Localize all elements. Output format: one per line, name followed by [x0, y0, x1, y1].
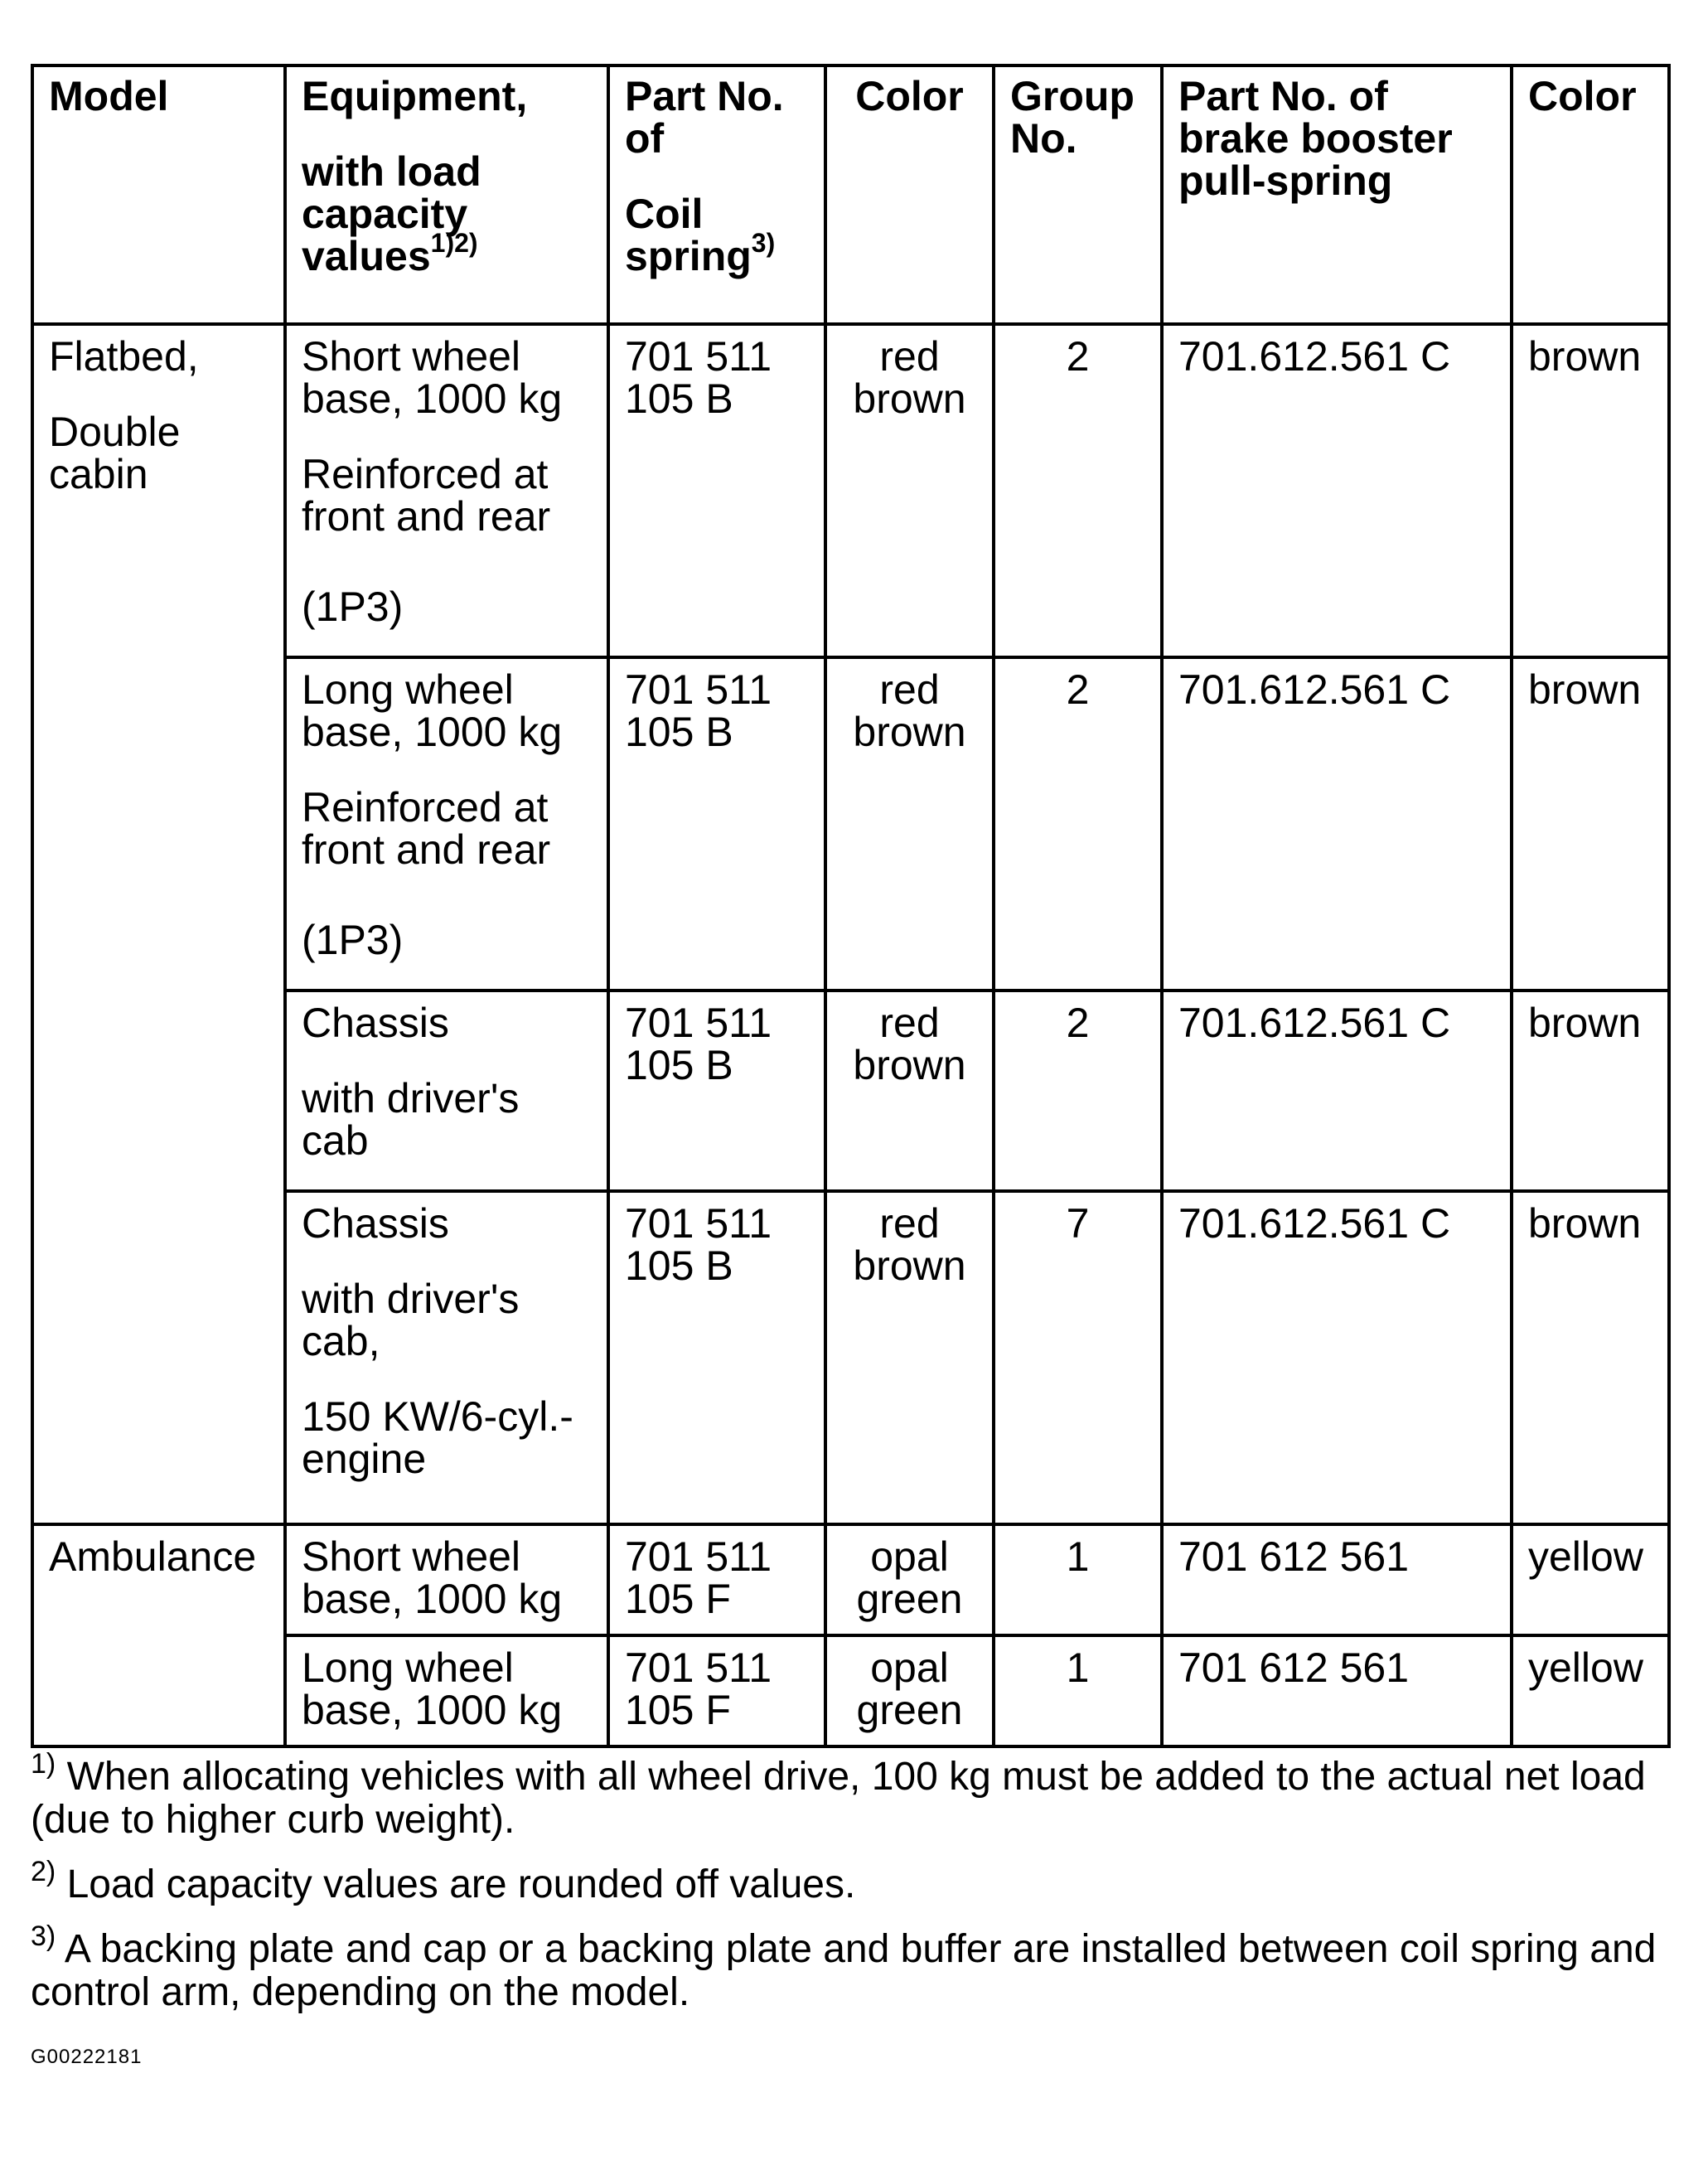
- color-cell: opal green: [825, 1635, 994, 1746]
- brake-part-no-cell: 701 612 561: [1162, 1635, 1512, 1746]
- equipment-cell: Short wheel base, 1000 kg Reinforced at front and rear (1P3): [285, 324, 608, 657]
- group-no-cell: 2: [994, 991, 1162, 1191]
- coil-part-no-cell: 701 511 105 F: [608, 1635, 825, 1746]
- coil-spring-table: [31, 64, 1671, 1748]
- group-no-cell: 2: [994, 657, 1162, 991]
- header-brake-booster-part-no: Part No. of brake booster pull-spring: [1162, 65, 1512, 324]
- model-cell-flatbed: Flatbed, Double cabin: [32, 324, 285, 1524]
- color2-cell: brown: [1512, 657, 1669, 991]
- footnote-1: $^{1)}$ When allocating vehicles with all wheel drive, 100 kg must be added to the actual net load (due to higher curb weight).: [31, 1748, 1646, 1842]
- footnote-3: $^{3)}$ A backing plate and cap or a backing plate and buffer are installed between coil spring and control arm, depending on the model.: [31, 1921, 1657, 2014]
- equipment-cell: Long wheel base, 1000 kg Reinforced at front and rear (1P3): [285, 657, 608, 991]
- brake-part-no-cell: 701 612 561: [1162, 1524, 1512, 1635]
- color-cell: red brown: [825, 324, 994, 657]
- header-coil-part-no: Part No. of Coil spring$^{3)}$: [608, 65, 825, 324]
- header-color-2: Color: [1512, 65, 1669, 324]
- color2-cell: brown: [1512, 1191, 1669, 1524]
- color2-cell: brown: [1512, 324, 1669, 657]
- header-row: [32, 65, 1669, 324]
- equipment-cell: Long wheel base, 1000 kg: [285, 1635, 608, 1746]
- table-row: [32, 324, 1669, 657]
- header-group-no: Group No.: [994, 65, 1162, 324]
- group-no-cell: 2: [994, 324, 1162, 657]
- brake-part-no-cell: 701.612.561 C: [1162, 991, 1512, 1191]
- header-equipment: Equipment, with load capacity values$^{1)2)}$: [285, 65, 608, 324]
- equipment-cell: Chassis with driver's cab: [285, 991, 608, 1191]
- brake-part-no-cell: 701.612.561 C: [1162, 1191, 1512, 1524]
- group-no-cell: 1: [994, 1524, 1162, 1635]
- footnote-2: $^{2)}$ Load capacity values are rounded off values.: [31, 1856, 856, 1906]
- group-no-cell: 7: [994, 1191, 1162, 1524]
- model-cell-ambulance: Ambulance: [32, 1524, 285, 1746]
- table-row: [32, 1524, 1669, 1635]
- brake-part-no-cell: 701.612.561 C: [1162, 657, 1512, 991]
- color2-cell: yellow: [1512, 1635, 1669, 1746]
- equipment-cell: Short wheel base, 1000 kg: [285, 1524, 608, 1635]
- coil-part-no-cell: 701 511 105 B: [608, 324, 825, 657]
- coil-part-no-cell: 701 511 105 B: [608, 991, 825, 1191]
- color-cell: red brown: [825, 991, 994, 1191]
- color-cell: opal green: [825, 1524, 994, 1635]
- group-no-cell: 1: [994, 1635, 1162, 1746]
- color2-cell: yellow: [1512, 1524, 1669, 1635]
- coil-part-no-cell: 701 511 105 F: [608, 1524, 825, 1635]
- figure-id: G00222181: [31, 2046, 143, 2068]
- color2-cell: brown: [1512, 991, 1669, 1191]
- brake-part-no-cell: 701.612.561 C: [1162, 324, 1512, 657]
- color-cell: red brown: [825, 1191, 994, 1524]
- coil-part-no-cell: 701 511 105 B: [608, 1191, 825, 1524]
- header-color: Color: [825, 65, 994, 324]
- header-model: Model: [32, 65, 285, 324]
- coil-part-no-cell: 701 511 105 B: [608, 657, 825, 991]
- footnotes: [31, 1748, 1680, 2036]
- equipment-cell: Chassis with driver's cab, 150 KW/6-cyl.- engine: [285, 1191, 608, 1524]
- color-cell: red brown: [825, 657, 994, 991]
